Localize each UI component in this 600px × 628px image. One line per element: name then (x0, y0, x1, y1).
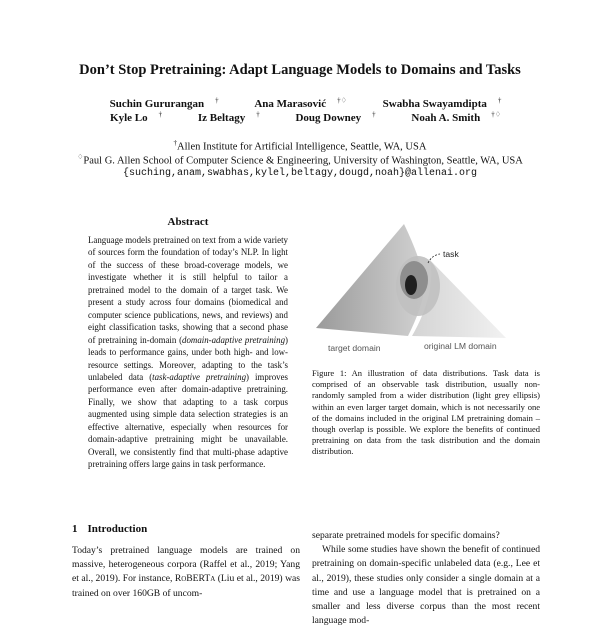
figure-label-original-lm-domain: original LM domain (424, 341, 497, 351)
author: Suchin Gururangan † (109, 96, 219, 110)
affiliation-allen-institute: †Allen Institute for Artificial Intelligence, Seattle, WA, USA (173, 139, 427, 153)
introduction-text: Today’s pretrained language models are trained on massive, heterogeneous corpora (Raffel et al., 2019; Yang et al., 2019). For instance, RoBERTa (Liu et al., 2019) was trained on over 160GB of uncom- (72, 545, 300, 599)
right-column-text: separate pretrained models for specific domains? While some studies have shown the benefit of continued pretraining on domain-specific unlabeled data (e.g., Lee et al., 2019), these studies only consider a single domain at a time and use a language model that is pretrained on a smaller and less diverse corpus than the most recent language mod- (312, 530, 540, 627)
figure-label-target-domain: target domain (328, 343, 381, 353)
abstract-body: Language models pretrained on text from a wide variety of sources form the foundation of today’s NLP. In light of the success of these broad-coverage models, we investigate whether it is still helpful to tailor a pretrained model to the domain of a target task. We present a study across four domains (biomedical and computer science publications, news, and reviews) and eight classification tasks, showing that a second phase of pretraining in-domain (domain-adaptive pretraining) leads to performance gains, under both high- and low-resource settings. Moreover, adapting to the task’s unlabeled data (task-adaptive pretraining) improves performance even after domain-adaptive pretraining. Finally, we show that adapting to a task corpus augmented using simple data selection strategies is an effective alternative, especially when resources for domain-adaptive pretraining might be unavailable. Overall, we consistently find that multi-phase adaptive pretraining offers large gains in task performance. (88, 235, 288, 470)
author: Kyle Lo † (110, 110, 163, 124)
figure-illustration (312, 208, 542, 363)
paper-title: Don’t Stop Pretraining: Adapt Language Models to Domains and Tasks (79, 62, 521, 78)
figure-data-distributions (312, 208, 542, 363)
author: Doug Downey † (295, 110, 376, 124)
figure-caption: Figure 1: An illustration of data distributions. Task data is comprised of an observable task distribution, usually non-randomly sampled from a wider distribution (light grey ellipsis) within an even larger target domain, which is not necessarily one of the domains included in the original LM pretraining domain – though overlap is possible. We explore the benefits of continued pretraining on data from the task distribution and the domain distribution. (312, 368, 540, 457)
author-row-2 (0, 110, 600, 124)
model-name: RoBERTa (174, 573, 216, 585)
abstract-heading: Abstract (167, 216, 209, 228)
author: Swabha Swayamdipta † (382, 96, 502, 110)
figure-label-task: task (443, 249, 459, 259)
author: Iz Beltagy † (197, 110, 260, 124)
author-row-1 (0, 96, 600, 110)
author: Ana Marasović †♢ (254, 96, 347, 110)
author: Noah A. Smith †♢ (411, 110, 501, 124)
affiliation-uw: ♢Paul G. Allen School of Computer Science & Engineering, University of Washington, Seattle, WA, USA (77, 153, 523, 167)
section-heading-introduction: 1 Introduction (72, 523, 148, 535)
task-distribution-ellipse (405, 275, 417, 295)
author-emails: {suching,anam,swabhas,kylel,beltagy,dougd,noah}@allenai.org (122, 168, 478, 179)
